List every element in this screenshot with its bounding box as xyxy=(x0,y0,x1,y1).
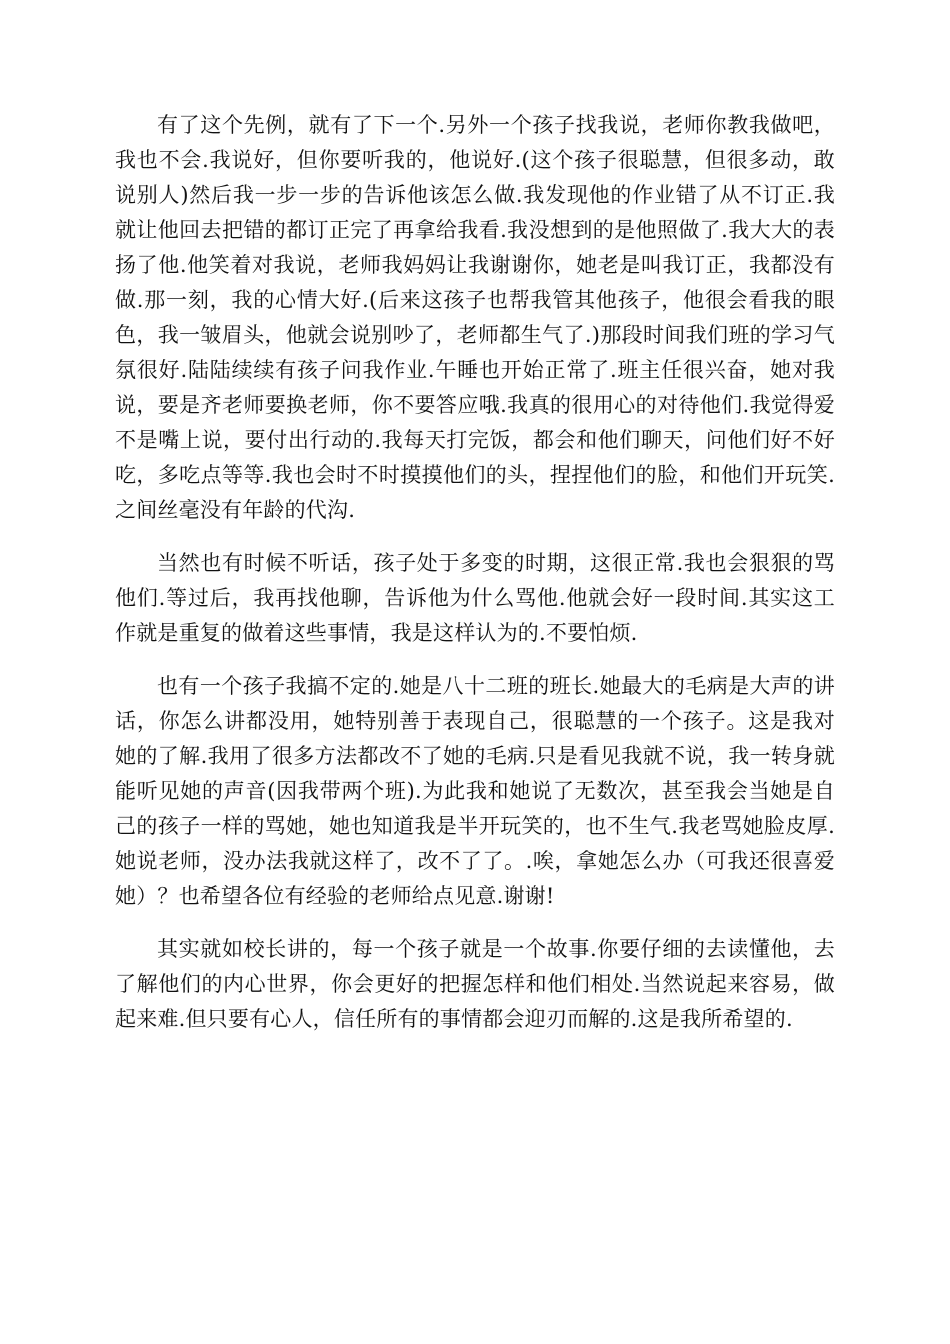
paragraph-2: 当然也有时候不听话，孩子处于多变的时期，这很正常.我也会狠狠的骂他们.等过后，我再找他聊，告诉他为什么骂他.他就会好一段时间.其实这工作就是重复的做着这些事情，我是这样认为的.不要怕烦. xyxy=(115,551,835,645)
document-body xyxy=(115,108,835,1055)
paragraph-1: 有了这个先例，就有了下一个.另外一个孩子找我说，老师你教我做吧，我也不会.我说好，但你要听我的，他说好.(这个孩子很聪慧，但很多动，敢说别人)然后我一步一步的告诉他该怎么做.我发现他的作业错了从不订正.我就让他回去把错的都订正完了再拿给我看.我没想到的是他照做了.我大大的表扬了他.他笑着对我说，老师我妈妈让我谢谢你，她老是叫我订正，我都没有做.那一刻，我的心情大好.(后来这孩子也帮我管其他孩子，他很会看我的眼色，我一皱眉头，他就会说别吵了，老师都生气了.)那段时间我们班的学习气氛很好.陆陆续续有孩子问我作业.午睡也开始正常了.班主任很兴奋，她对我说，要是齐老师要换老师，你不要答应哦.我真的很用心的对待他们.我觉得爱不是嘴上说，要付出行动的.我每天打完饭，都会和他们聊天，问他们好不好吃，多吃点等等.我也会时不时摸摸他们的头，捏捏他们的脸，和他们开玩笑.之间丝毫没有年龄的代沟. xyxy=(115,113,835,522)
paragraph-3: 也有一个孩子我搞不定的.她是八十二班的班长.她最大的毛病是大声的讲话，你怎么讲都没用，她特别善于表现自己，很聪慧的一个孩子。这是我对她的了解.我用了很多方法都改不了她的毛病.只是看见我就不说，我一转身就能听见她的声音(因我带两个班).为此我和她说了无数次，甚至我会当她是自己的孩子一样的骂她，她也知道我是半开玩笑的，也不生气.我老骂她脸皮厚.她说老师，没办法我就这样了，改不了了。.唉，拿她怎么办（可我还很喜爱她）？也希望各位有经验的老师给点见意.谢谢! xyxy=(115,674,835,908)
paragraph-4: 其实就如校长讲的，每一个孩子就是一个故事.你要仔细的去读懂他，去了解他们的内心世界，你会更好的把握怎样和他们相处.当然说起来容易，做起来难.但只要有心人，信任所有的事情都会迎刃而解的.这是我所希望的. xyxy=(115,937,835,1031)
